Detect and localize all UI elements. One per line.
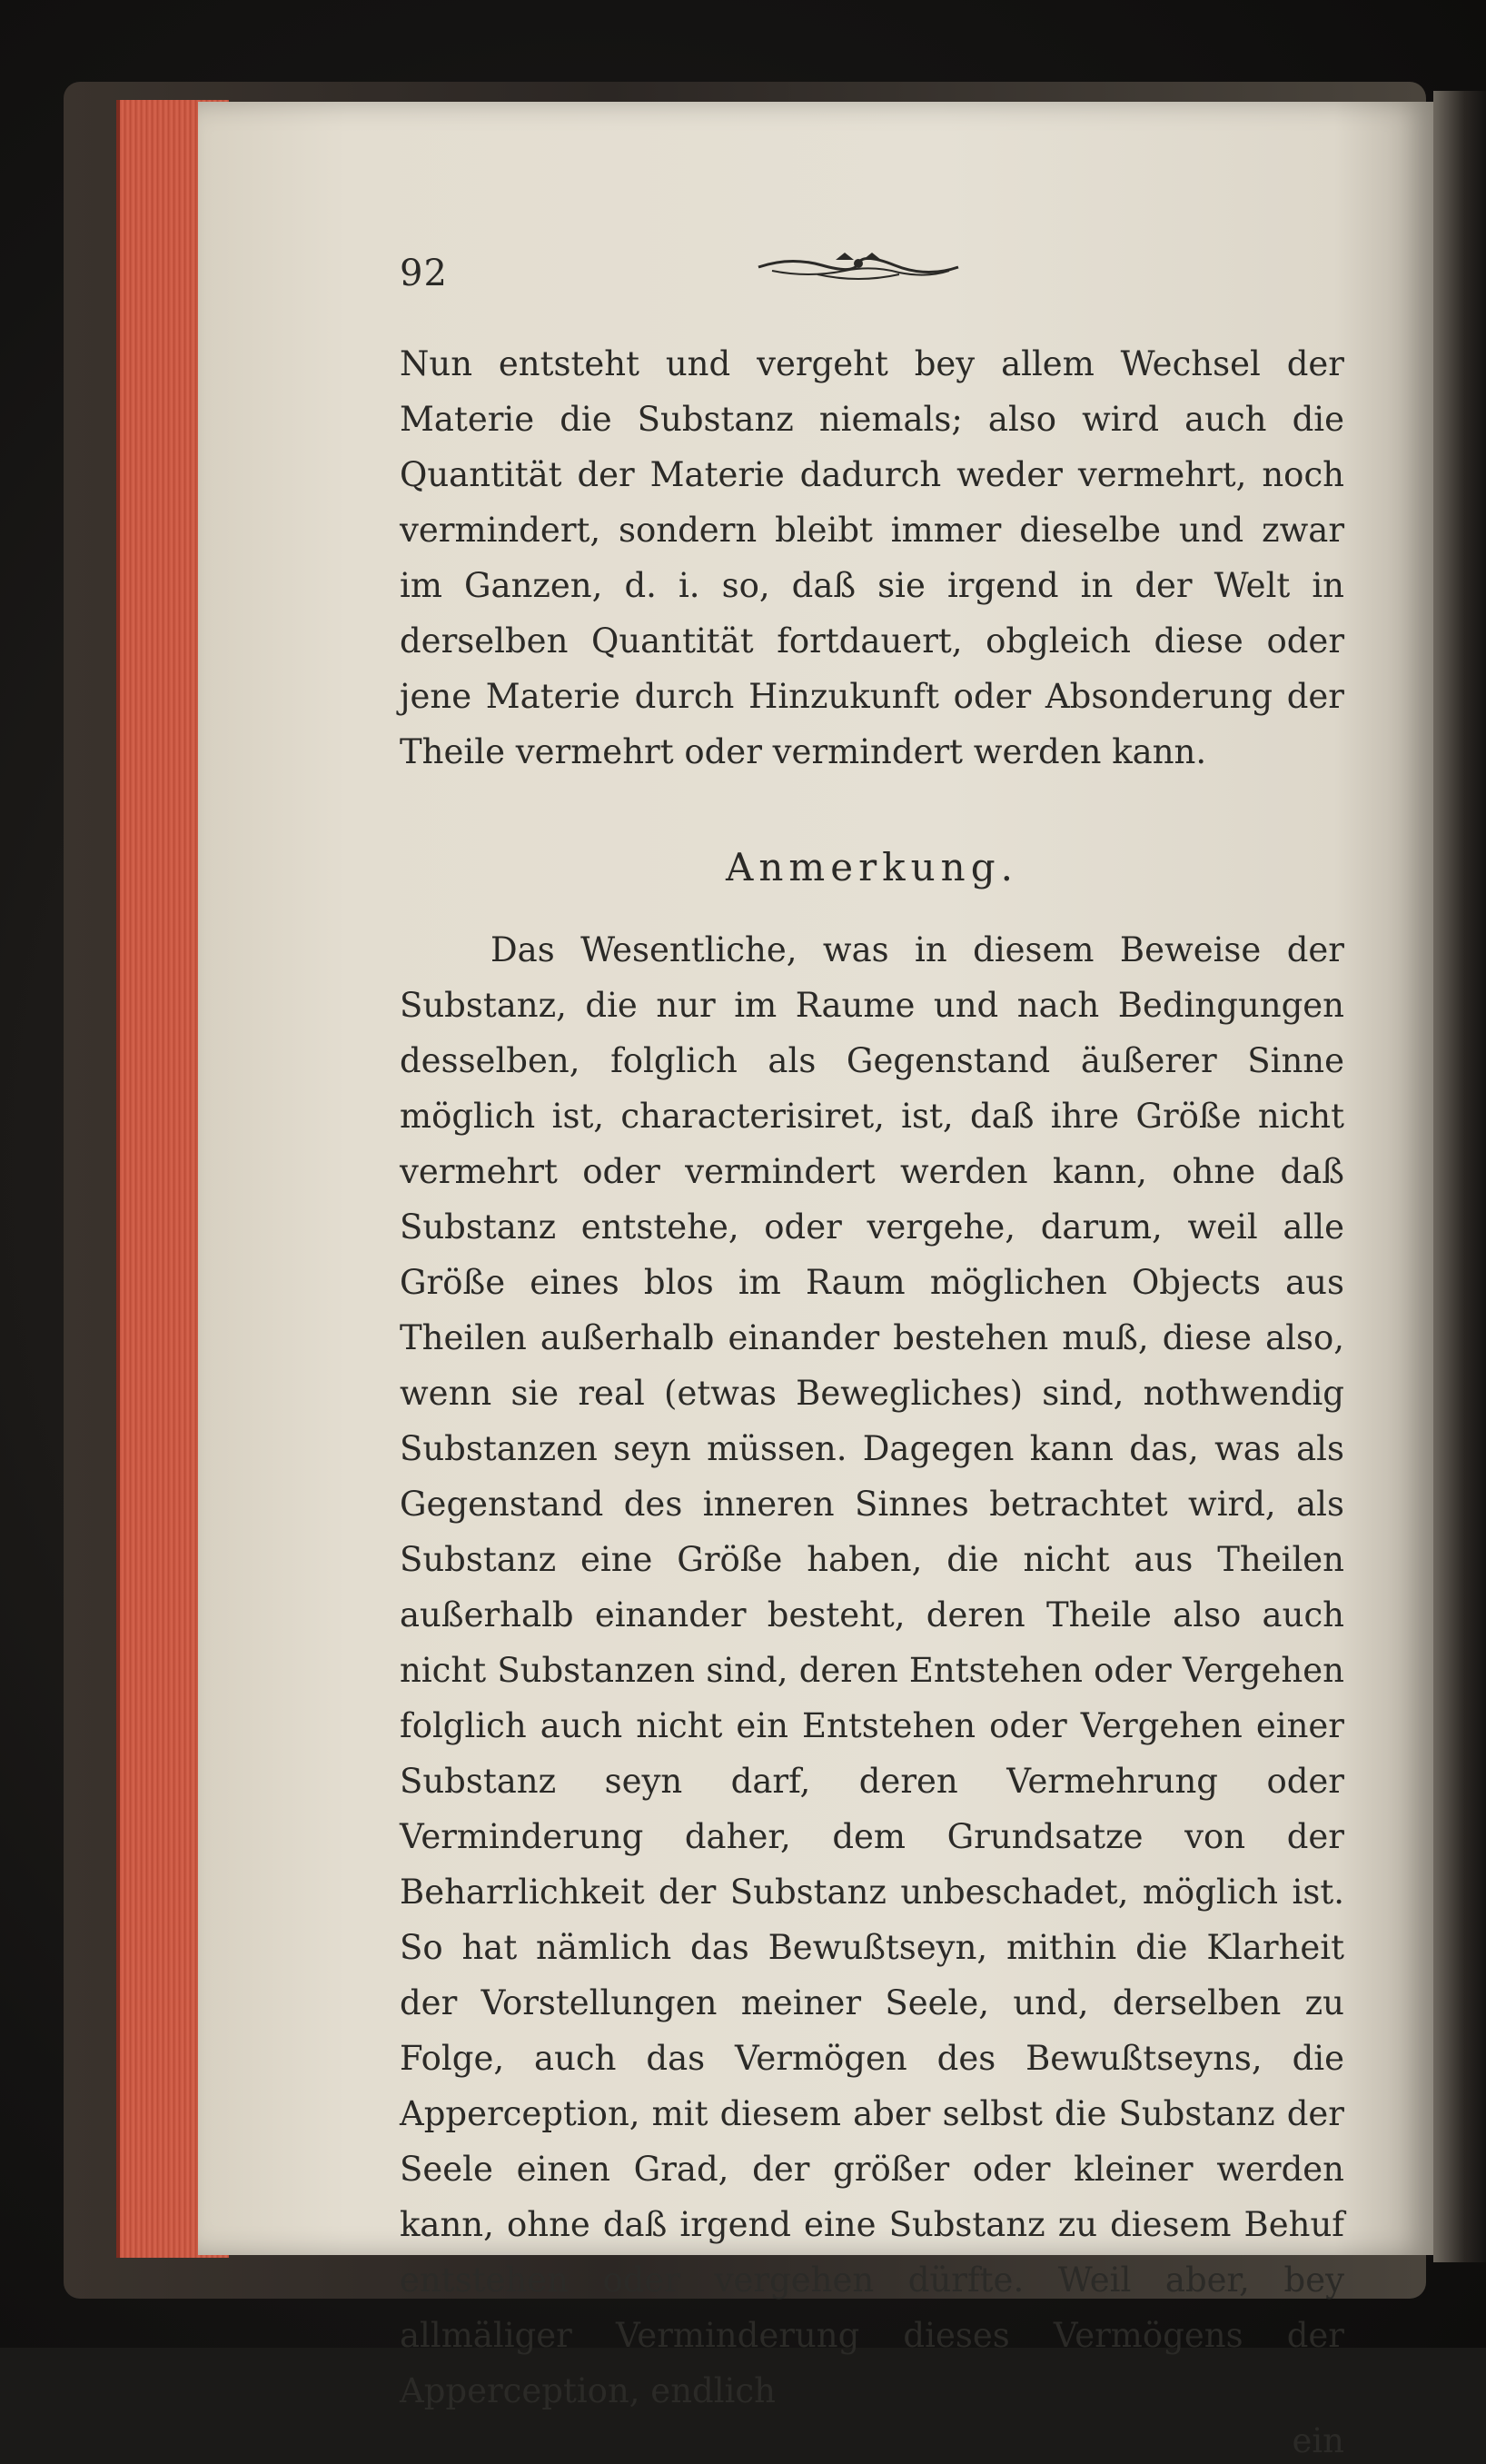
facing-page-edge bbox=[1433, 91, 1486, 2262]
section-heading: Anmerkung. bbox=[726, 845, 1018, 889]
page-number: 92 bbox=[400, 253, 448, 294]
paragraph-main: Nun entsteht und vergeht bey allem Wechsel der Materie die Substanz niemals; also wird auch die Quantität der Materie dadurch weder vermehrt, noch vermindert, sondern bleibt immer dieselbe und zwar im Ganzen, d. i. so, daß sie irgend in der Welt in derselben Quantität fortdauert, obgleich diese oder jene Materie durch Hinzukunft oder Absonderung der Theile vermehrt oder vermindert werden kann. bbox=[400, 344, 1344, 771]
paragraph-remark: Das Wesentliche, was in diesem Beweise der Substanz, die nur im Raume und nach Bedingungen desselben, folglich als Gegenstand äußerer Sinne möglich ist, characterisiret, ist, daß ihre Größe nicht vermehrt oder vermindert werden kann, ohne daß Substanz entstehe, oder vergehe, darum, weil alle Größe eines blos im Raum möglichen Objects aus Theilen außerhalb einander bestehen muß, diese also, wenn sie real (etwas Bewegliches) sind, nothwendig Substanzen seyn müssen. Dagegen kann das, was als Gegenstand des inneren Sinnes betrachtet wird, als Substanz eine Größe haben, die nicht aus Theilen außerhalb einander besteht, deren Theile also auch nicht Substanzen sind, deren Entstehen oder Vergehen folglich auch nicht ein Entstehen oder Vergehen einer Substanz seyn darf, deren Vermehrung oder Verminderung daher, dem Grundsatze von der Beharrlichkeit der Substanz unbeschadet, möglich ist. So hat nämlich das Bewußtseyn, mithin die Klarheit der Vorstellungen meiner Seele, und, derselben zu Folge, auch das Vermögen des Bewußtseyns, die Apperception, mit diesem aber selbst die Substanz der Seele einen Grad, der größer oder kleiner werden kann, ohne daß irgend eine Substanz zu diesem Behuf entstehen oder vergehen dürfte. Weil aber, bey allmäliger Verminderung dieses Vermögens der Apperception, endlich bbox=[400, 930, 1344, 2410]
catchword: ein bbox=[1292, 2421, 1344, 2460]
ornament-icon bbox=[754, 247, 963, 283]
page-header bbox=[400, 245, 1344, 309]
page-content bbox=[400, 245, 1344, 2464]
